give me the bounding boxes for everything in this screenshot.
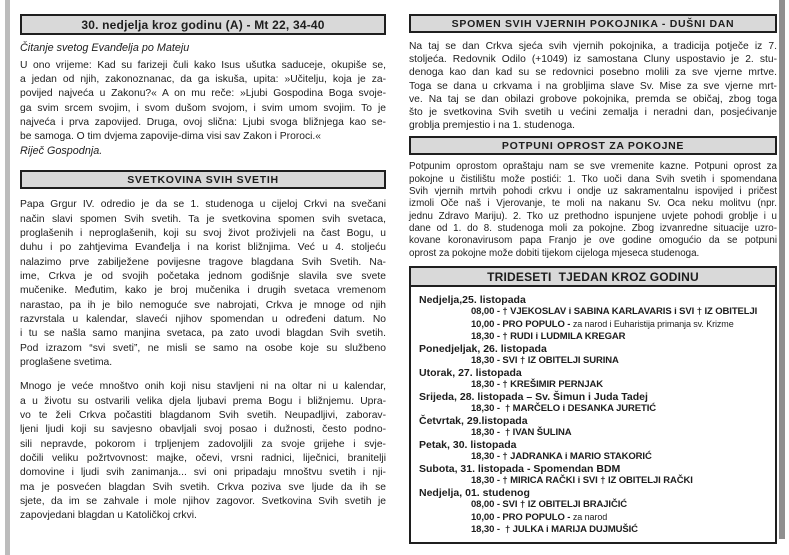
text-line: Toga se dana u crkvama i na grobljima slave Sv. Mise za sve vjerne mrt- <box>409 80 777 92</box>
schedule-mass-entry <box>419 331 767 343</box>
text-line: duhu i po zahtjevima Evanđelja i na korist bližnjima. Već u 4. stoljeću <box>20 242 386 254</box>
saints-paragraph-1 <box>20 198 386 370</box>
schedule-day-heading: Utorak, 27. listopada <box>419 366 522 379</box>
saints-header-box: SVETKOVINA SVIH SVETIH <box>20 170 386 189</box>
week-schedule-list <box>411 287 775 542</box>
indulgence-header-box: POTPUNI OPROST ZA POKOJNE <box>409 136 777 155</box>
text-line: zapovjedani blagdan u Katoličkoj crkvi. <box>20 510 197 522</box>
schedule-mass-entry <box>419 499 767 511</box>
text-line: sjete, da im se zahvale i mole njihov zagovor. Svetkovina Svih svetih je <box>20 496 386 508</box>
schedule-day-heading: Nedjelja,25. listopada <box>419 293 526 306</box>
text-line: Mnogo je veće mnoštvo onih koji nisu stavljeni ni na oltar ni u kalendar, <box>20 381 386 393</box>
text-line: dane od 1. do 8. studenoga moli za pokojne. Zbog izvanredne situacije uzro- <box>409 222 777 234</box>
week-schedule-box <box>409 266 777 544</box>
text-line: vo te želi Crkva počastiti blagdanom Svih svetih. Neupadljivi, zaborav- <box>20 410 386 422</box>
schedule-mass-entry <box>419 318 767 331</box>
mass-time-and-intention: 08,00 - SVI † IZ OBITELJI BRAJIČIĆ <box>471 498 628 510</box>
text-line: nalazimo prve zabilježene povijesne tragove blagdana Svih Svetih. Na- <box>20 256 386 268</box>
schedule-day-heading: Petak, 30. listopada <box>419 438 517 451</box>
text-line: proglašene svetima. <box>20 357 113 368</box>
schedule-mass-entry <box>419 306 767 318</box>
text-line: oprost za pokojne može dobiti tijekom cijeloga mjeseca studenoga. <box>409 247 700 259</box>
text-line: izmoli Oče naš i Vjerovanje, te moli na nakanu Sv. Oca neku molitvu (npr. <box>409 198 777 210</box>
text-line: ime, Crkva je od svojih početaka jednom godišnje slavila sve svete <box>20 270 386 282</box>
text-line: dočili veliku požrtvovnost: majke, očevi, vrsni radnici, liječnici, branitelji <box>20 453 386 465</box>
text-line: denoga kao dan kad su se redovnici posebno molili za sve vjerne mrtve. <box>409 67 777 79</box>
text-line: a u životu su ostvarili velika djela ljubavi prema Bogu i bližnjemu. Upra- <box>20 395 386 407</box>
text-line: kovane koronavirusom papa Franjo je ove godine omogućio da se potpuni <box>409 235 777 247</box>
text-line: sili nepravde, pokorom i trpljenjem zadovoljili za svoje grijehe i svje- <box>20 438 386 450</box>
mass-time-and-intention: 18,30 - † RUDI i LUDMILA KREGAR <box>471 330 626 342</box>
text-line: što je svetkovina Svih svetih u većini zemalja i neradni dan, posjećivanje <box>409 107 777 119</box>
page-left-edge <box>5 0 10 555</box>
text-line: U ono vrijeme: Kad su farizeji čuli kako Isus ušutka saduceje, okupiše se, <box>20 60 386 71</box>
text-line: domovine i ljudi svih zanimanja... svi oni pripadaju mnoštvu svetih i nji- <box>20 467 386 479</box>
text-line: proglašenih i neproglašenih, koji su svoj život proživjeli na čast Bogu, u <box>20 227 386 239</box>
text-line: ga svim srcem svojim, i svom dušom svojom, i svim umom svojim. To je <box>20 102 386 114</box>
indulgence-paragraph <box>409 161 777 259</box>
mass-time-and-intention: 10,00 - PRO POPULO - <box>471 511 573 523</box>
page-right-edge <box>779 0 785 539</box>
schedule-mass-entry <box>419 475 767 487</box>
text-line: jednu Zdravo Mariju). 2. Tko uz prethodno ispunjene uvjete pohodi groblje i u <box>409 210 777 222</box>
mass-time-and-intention: 18,30 - SVI † IZ OBITELJI SURINA <box>471 354 619 366</box>
schedule-mass-entry <box>419 403 767 415</box>
mass-time-and-intention: 18,30 - † JULKA i MARIJA DUJMUŠIĆ <box>471 523 638 535</box>
mass-time-and-intention: 18,30 - † IVAN ŠULINA <box>471 426 572 438</box>
mass-time-and-intention: 10,00 - PRO POPULO - <box>471 318 573 330</box>
text-line: razvrstala u kalendar, slaveći njihov spomendan u određeni datum. No <box>20 313 386 325</box>
schedule-mass-entry <box>419 511 767 524</box>
text-line: narastao, pa ih je bilo nemoguće sve nabrojati, Crkva je mnoge od njih <box>20 299 386 311</box>
schedule-day-heading: Ponedjeljak, 26. listopada <box>419 342 547 355</box>
schedule-day-heading: Srijeda, 28. listopada – Sv. Šimun i Juda Tadej <box>419 390 648 403</box>
gospel-header-box: 30. nedjelja kroz godinu (A) - Mt 22, 34-40 <box>20 14 386 35</box>
text-line: Papa Grgur IV. odredio je da se 1. studenoga u cijeloj Crkvi na svečani <box>20 199 386 211</box>
text-line: ljeni ljudi koji su savjesno obavljali svoj posao i dužnosti, često podno- <box>20 424 386 436</box>
text-line: pokojne u čistilištu može postići: 1. Tko uoči dana Svih svetih i spomendana <box>409 173 777 185</box>
mass-time-and-intention: 18,30 - † MARČELO i DESANKA JURETIĆ <box>471 402 657 414</box>
text-line: Na taj se dan Crkva sjeća svih vjernih pokojnika, a tradicija potječe iz 7. <box>409 41 777 52</box>
schedule-day-heading: Subota, 31. listopada - Spomendan BDM <box>419 462 621 475</box>
week-schedule-header: TRIDESETI TJEDAN KROZ GODINU <box>411 268 775 287</box>
schedule-day-heading: Nedjelja, 01. studenog <box>419 486 530 499</box>
left-column <box>20 14 386 524</box>
souls-header-box: SPOMEN SVIH VJERNIH POKOJNIKA - DUŠNI DAN <box>409 14 777 33</box>
text-line: najveća i prva zapovijed. Druga, ovoj slična: Ljubi svoga bližnjega kao se- <box>20 116 386 128</box>
text-line: Pod izrazom “svi sveti”, ne misli se samo na osobe koje su službeno <box>20 342 386 354</box>
schedule-day-heading: Četvrtak, 29.listopada <box>419 414 528 427</box>
text-line: ma je posvećen blagdan Svih svetih. Crkva poziva sve ljude da ih se <box>20 481 386 493</box>
text-line: mučenike. Međutim, kako je broj mučenika i drugih svetaca vremenom <box>20 285 386 297</box>
schedule-mass-entry <box>419 524 767 536</box>
gospel-intro: Čitanje svetog Evanđelja po Mateju <box>20 42 190 54</box>
schedule-mass-entry <box>419 355 767 367</box>
right-column <box>409 14 777 544</box>
gospel-paragraph <box>20 59 386 144</box>
mass-time-and-intention: 18,30 - † JADRANKA i MARIO STAKORIĆ <box>471 450 652 462</box>
text-line: ve. Na taj se dan obilazi grobove pokojnika, premda se običaj, zbog toga <box>409 93 777 105</box>
text-line: Svih vjernih mrtvih pohodi crkvu i ondje uz sakramentalnu ispovijed i pričest <box>409 186 777 198</box>
mass-time-and-intention: 18,30 - † KREŠIMIR PERNJAK <box>471 378 604 390</box>
mass-note: za narod <box>572 511 608 522</box>
mass-time-and-intention: 08,00 - † VJEKOSLAV i SABINA KARLAVARIS i SVI † IZ OBITELJI <box>471 305 758 317</box>
text-line: groblja premjestio i na 1. studenoga. <box>409 120 575 132</box>
text-line: način slavi spomen Svih svetih. Ta je svetkovina spomen svih svetaca, <box>20 213 386 225</box>
mass-time-and-intention: 18,30 - † MIRICA RAČKI i SVI † IZ OBITELJI RAČKI <box>471 474 693 486</box>
schedule-mass-entry <box>419 379 767 391</box>
schedule-mass-entry <box>419 427 767 439</box>
text-line: i tu se našla samo manjina svetaca, pa zato uvodi blagdan Svih svetih. <box>20 328 386 340</box>
saints-paragraph-2 <box>20 380 386 523</box>
text-line: stoljeća. Redovnik Odilo (+1049) iz samostana Cluny uspostavio je 2. stu- <box>409 54 777 66</box>
text-line: povijed najveća u Zakonu?« A on mu reče: »Ljubi Gospodina Boga svoje- <box>20 88 386 100</box>
mass-note: za narod i Euharistija primanja sv. Krizme <box>572 318 734 329</box>
schedule-mass-entry <box>419 451 767 463</box>
text-line: be samoga. O tim dvjema zapovije-dima visi sav Zakon i Proroci.« <box>20 131 322 143</box>
text-line: a jedan od njih, zakonoznanac, da ga iskuša, upita: »Učitelju, koja je za- <box>20 74 386 86</box>
text-line: Potpunim oprostom opraštaju nam se sve vremenite kazne. Potpuni oprost za <box>409 161 777 173</box>
souls-paragraph <box>409 40 777 132</box>
gospel-closing: Riječ Gospodnja. <box>20 145 103 158</box>
